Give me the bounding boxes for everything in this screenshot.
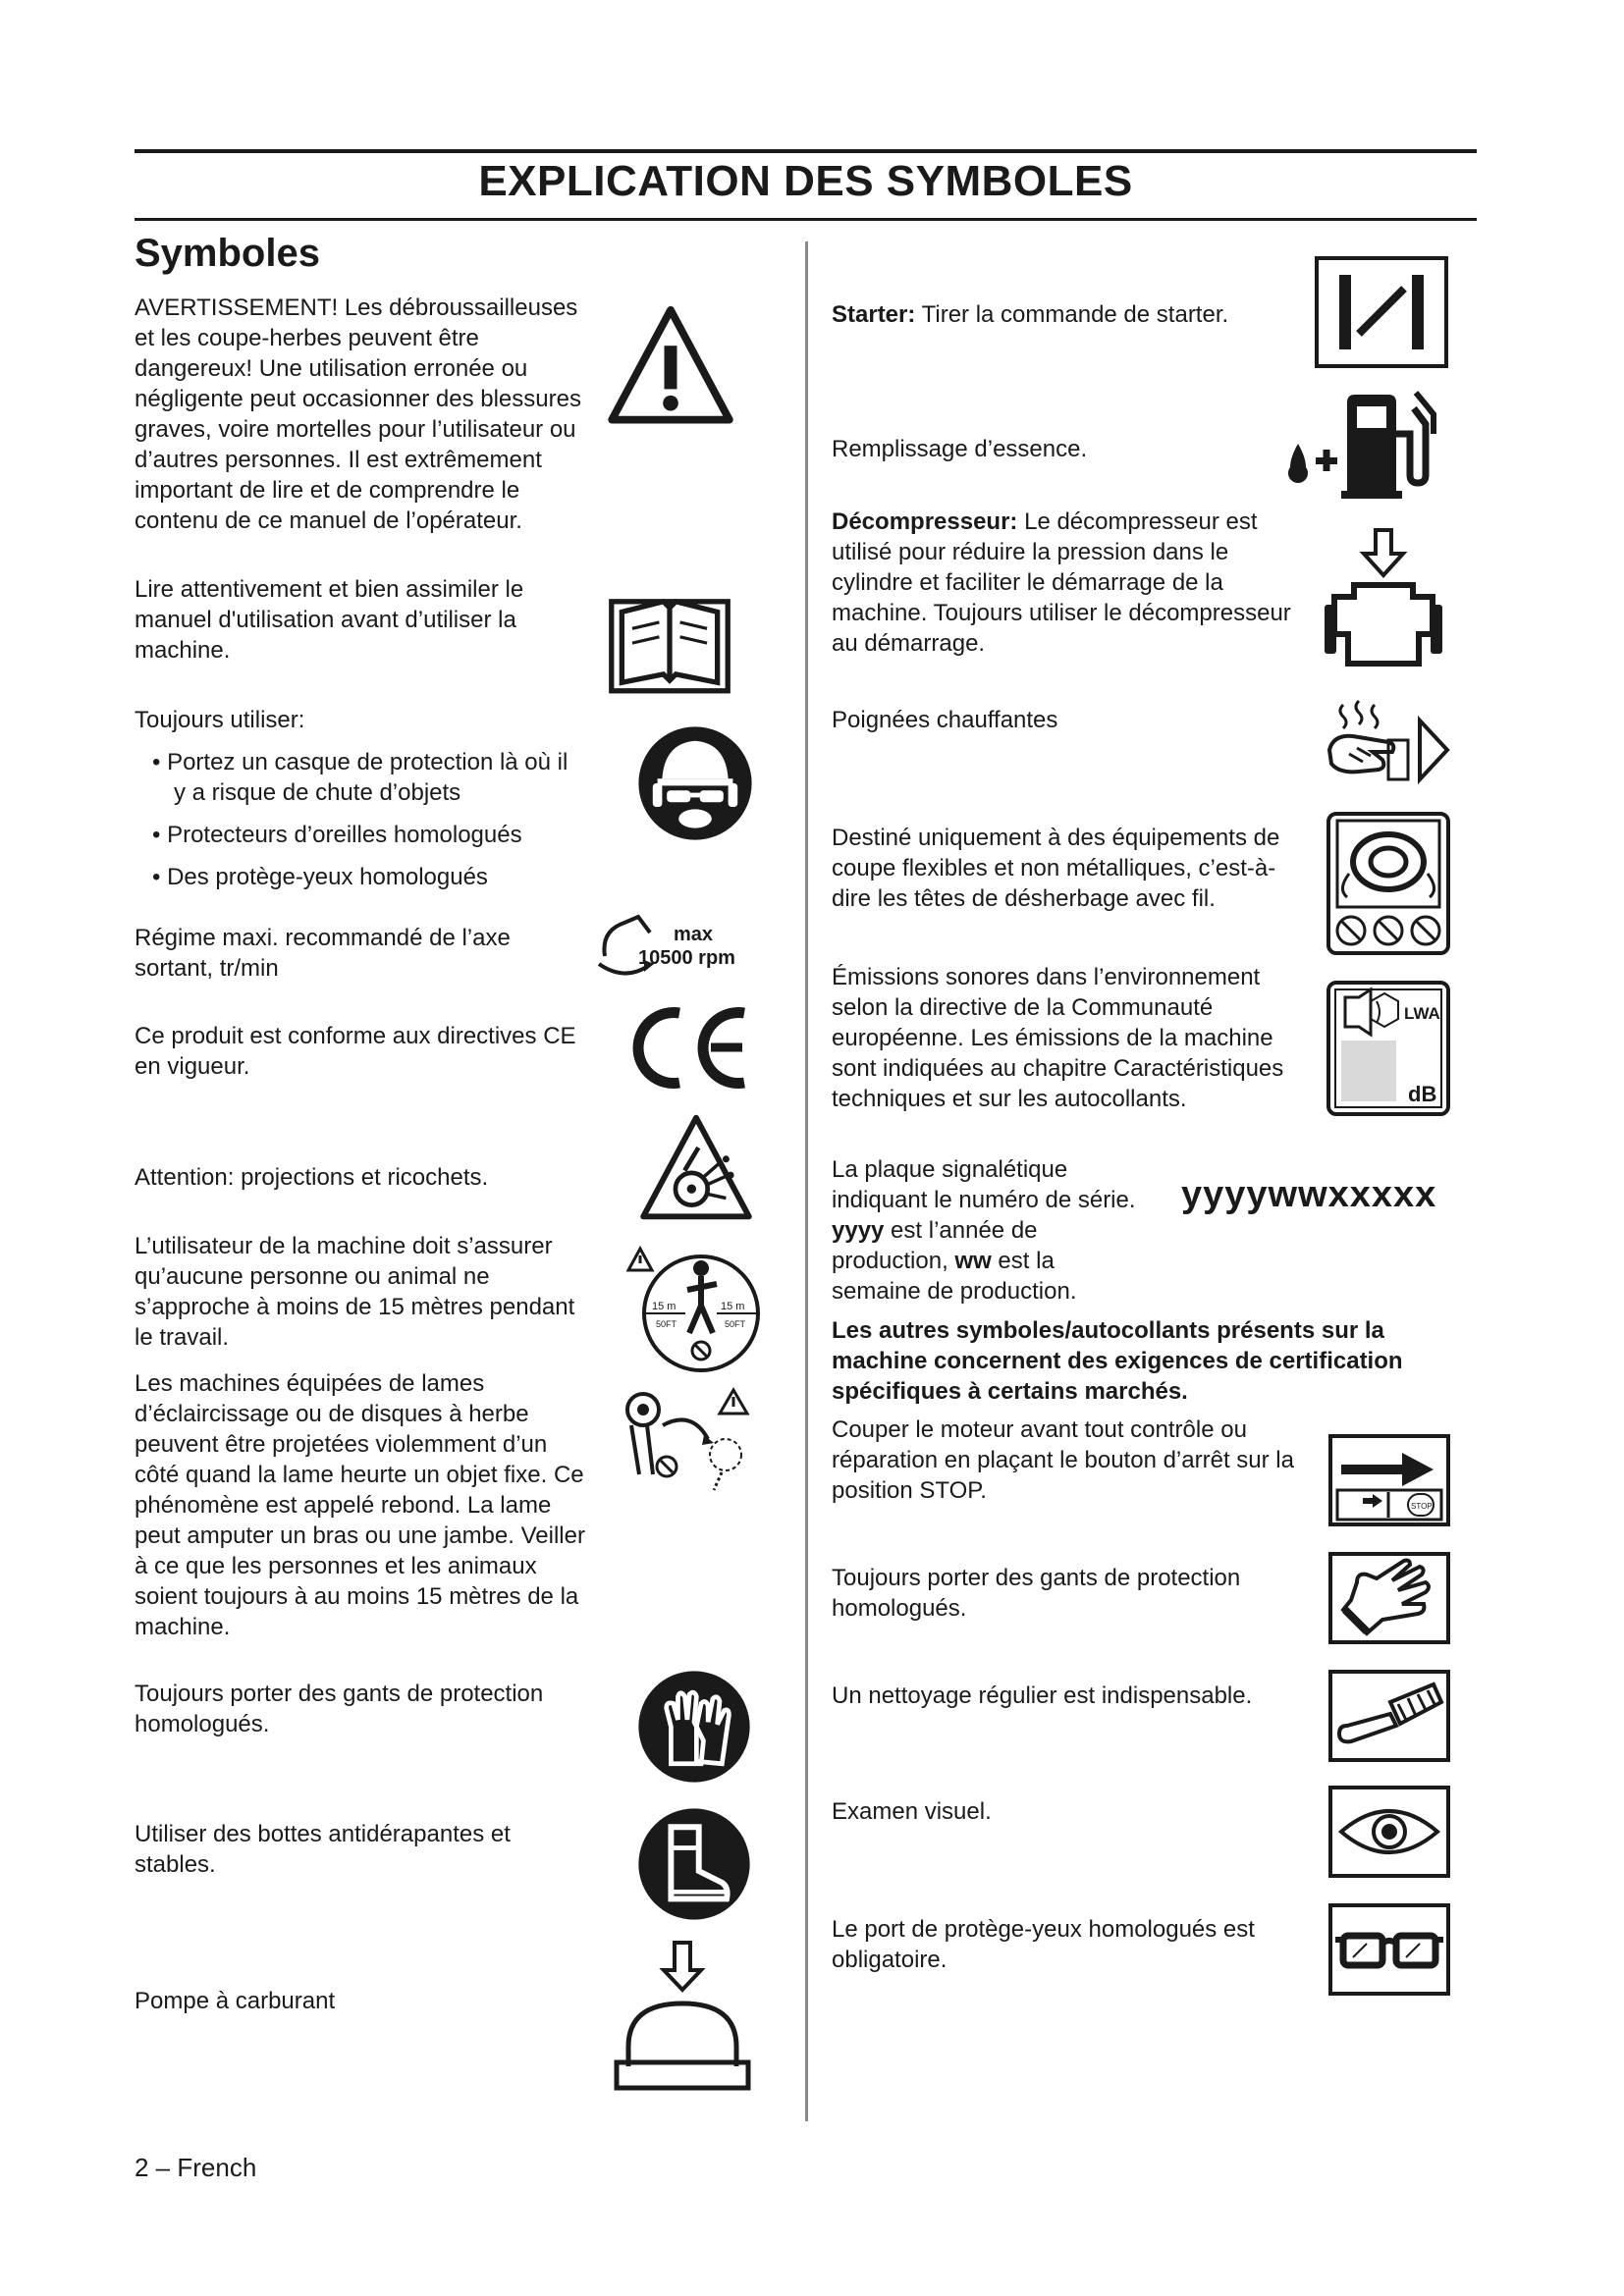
flexible-cutting-text: Destiné uniquement à des équipements de coupe flexibles et non métalliques, c’est-à-dire les têtes de désherbage avec fil. bbox=[832, 825, 1280, 912]
eye-icon bbox=[1327, 1785, 1451, 1879]
rpm-icon-value: 10500 rpm bbox=[638, 947, 735, 969]
fuel-text: Remplissage d’essence. bbox=[832, 436, 1088, 462]
protective-gear-icon bbox=[636, 724, 754, 842]
warning-text: AVERTISSEMENT! Les débroussailleuses et les coupe-herbes peuvent être dangereux! Une utilisation erronée ou négligente peut occasionner des blessures graves, voire mortelles pour l’utilisateur ou d’autres personnes. Il est extrêmement important de lire et de comprendre le contenu de ce manuel de l’opérateur. bbox=[135, 294, 581, 534]
projectiles-warning-icon bbox=[638, 1113, 754, 1221]
warning-triangle-icon bbox=[607, 302, 734, 430]
projections-text: Attention: projections et ricochets. bbox=[135, 1164, 489, 1191]
max-rpm-icon bbox=[591, 913, 758, 982]
gloves-text-left: Toujours porter des gants de protection homologués. bbox=[135, 1681, 544, 1737]
keep-distance-icon bbox=[626, 1245, 762, 1376]
choke-starter-icon bbox=[1314, 255, 1449, 369]
pump-text: Pompe à carburant bbox=[135, 1988, 336, 2014]
rating-plate-week: est la semaine de production. bbox=[832, 1248, 1077, 1305]
rating-plate-text bbox=[832, 1154, 1136, 1307]
ce-mark-icon bbox=[621, 1001, 753, 1095]
fuel-pump-primer-icon bbox=[609, 1939, 756, 2096]
bullet-eye-protection: • Des protège-yeux homologués bbox=[152, 864, 488, 890]
boots-text: Utiliser des bottes antidérapantes et stables. bbox=[135, 1821, 511, 1878]
starter-description: Tirer la commande de starter. bbox=[915, 301, 1229, 328]
decompression-label: Décompresseur: bbox=[832, 508, 1018, 535]
top-rule bbox=[135, 149, 1477, 153]
page-number: 2 – French bbox=[135, 2153, 257, 2182]
rating-plate-ww: ww bbox=[954, 1248, 992, 1274]
gloves-icon-right bbox=[1327, 1551, 1451, 1645]
noise-icon-db: dB bbox=[1408, 1082, 1437, 1106]
noise-emission-icon bbox=[1326, 980, 1451, 1117]
starter-text bbox=[832, 299, 1293, 330]
rebound-text: Les machines équipées de lames d’éclaircissage ou de disques à herbe peuvent être projetées violemment d’un côté quand la lame heurte un objet fixe. Ce phénomène est appelé rebond. La lame peut amputer un bras ou une jambe. Veiller à ce que les personnes et les animaux soient toujours à au moins 15 mètres de la machine. bbox=[135, 1370, 585, 1640]
column-separator bbox=[805, 241, 808, 2121]
gloves-icon-left bbox=[636, 1669, 752, 1785]
distance-icon-m-left: 15 m bbox=[652, 1301, 677, 1312]
rating-plate-year: est l’année de production, bbox=[832, 1217, 1038, 1274]
page-title: EXPLICATION DES SYMBOLES bbox=[478, 157, 1133, 205]
title-underline bbox=[135, 218, 1477, 221]
decompression-valve-icon bbox=[1321, 526, 1446, 673]
distance-icon-ft-left: 50FT bbox=[656, 1319, 677, 1329]
always-use-heading: Toujours utiliser: bbox=[135, 707, 305, 733]
rating-plate-yyyy: yyyy bbox=[832, 1217, 885, 1244]
always-use-list bbox=[135, 705, 581, 892]
stop-switch-icon bbox=[1327, 1433, 1451, 1527]
bullet-helmet: • Portez un casque de protection là où il y a risque de chute d’objets bbox=[152, 749, 568, 806]
safety-glasses-icon bbox=[1327, 1902, 1451, 1997]
serial-number-format: yyyywwxxxxx bbox=[1181, 1174, 1437, 1215]
rpm-text: Régime maxi. recommandé de l’axe sortant, tr/min bbox=[135, 925, 511, 982]
ce-text: Ce produit est conforme aux directives CE en vigueur. bbox=[135, 1023, 576, 1080]
rebound-icon bbox=[623, 1386, 756, 1494]
heated-handles-icon bbox=[1320, 691, 1453, 795]
section-heading: Symboles bbox=[135, 232, 320, 275]
distance-text: L’utilisateur de la machine doit s’assurer qu’aucune personne ou animal ne s’approche à moins de 15 mètres pendant le travail. bbox=[135, 1233, 575, 1351]
manual-text: Lire attentivement et bien assimiler le manuel d'utilisation avant d’utiliser la machine. bbox=[135, 576, 524, 664]
decompression-description: Le décompresseur est utilisé pour réduire la pression dans le cylindre et faciliter le démarrage de la machine. Toujours utiliser le décompresseur au démarrage. bbox=[832, 508, 1291, 657]
cleaning-text: Un nettoyage régulier est indispensable. bbox=[832, 1682, 1253, 1709]
stop-text: Couper le moteur avant tout contrôle ou réparation en plaçant le bouton d’arrêt sur la position STOP. bbox=[832, 1416, 1294, 1504]
noise-emission-text: Émissions sonores dans l’environnement selon la directive de la Communauté européenne. Les émissions de la machine sont indiquées au chapitre Caractéristiques techniques et sur les autocollants. bbox=[832, 964, 1284, 1112]
rpm-icon-max: max bbox=[674, 924, 714, 945]
boots-icon bbox=[636, 1806, 752, 1922]
goggles-text: Le port de protège-yeux homologués est obligatoire. bbox=[832, 1916, 1255, 1973]
gloves-text-right: Toujours porter des gants de protection homologués. bbox=[832, 1565, 1241, 1622]
distance-icon-m-right: 15 m bbox=[721, 1301, 745, 1312]
cleaning-brush-icon bbox=[1327, 1669, 1451, 1763]
open-manual-icon bbox=[607, 587, 732, 695]
distance-icon-ft-right: 50FT bbox=[725, 1319, 746, 1329]
decompression-text bbox=[832, 507, 1295, 659]
refuelling-icon bbox=[1276, 385, 1453, 503]
trimmer-head-icon bbox=[1326, 811, 1451, 956]
bullet-ear-protection: • Protecteurs d’oreilles homologués bbox=[152, 822, 522, 848]
stop-icon-label: STOP bbox=[1411, 1502, 1433, 1511]
starter-label: Starter: bbox=[832, 301, 916, 328]
rating-plate-intro: La plaque signalétique indiquant le numéro de série. bbox=[832, 1156, 1136, 1213]
noise-icon-lwa: LWA bbox=[1404, 1004, 1440, 1023]
visual-check-text: Examen visuel. bbox=[832, 1798, 992, 1825]
other-symbols-text: Les autres symboles/autocollants présents sur la machine concernent des exigences de certification spécifiques à certains marchés. bbox=[832, 1317, 1403, 1405]
heated-handles-text: Poignées chauffantes bbox=[832, 707, 1058, 733]
